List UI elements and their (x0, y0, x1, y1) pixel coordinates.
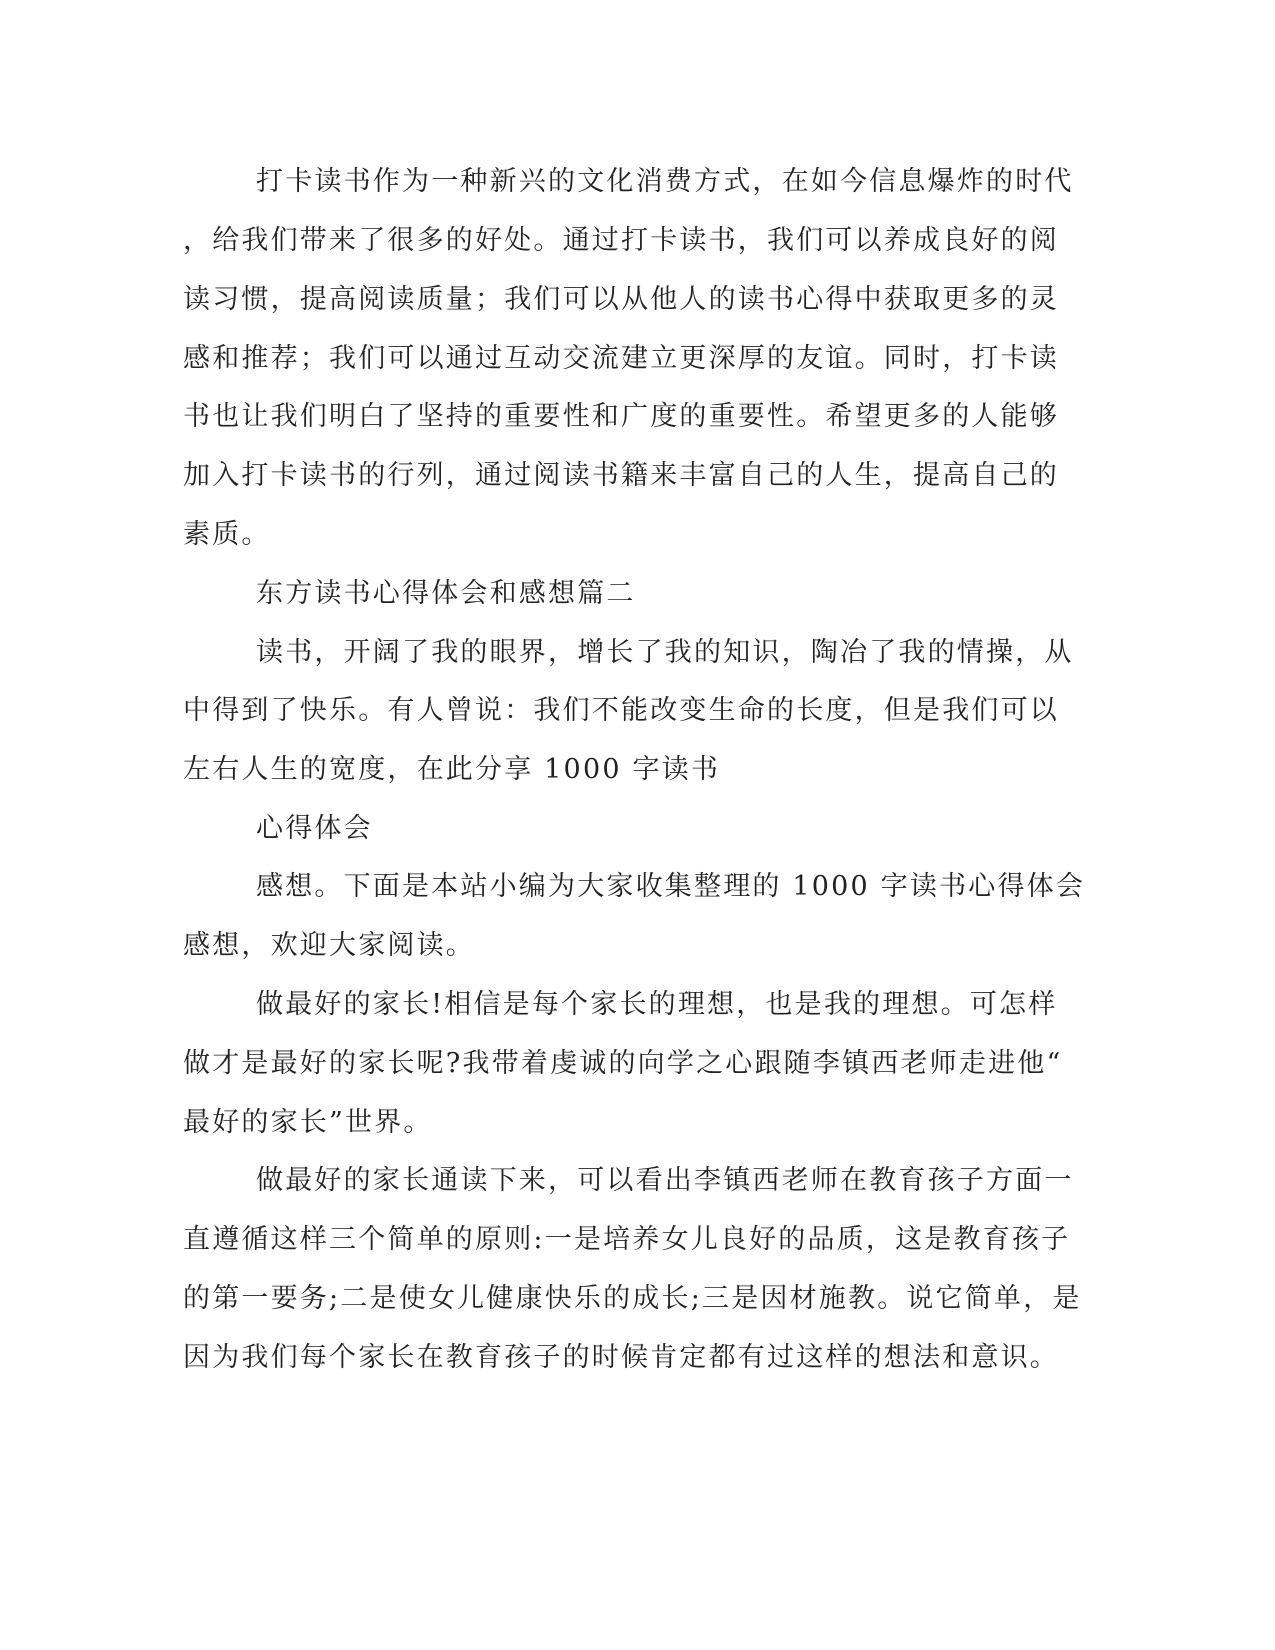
paragraph-line: 因为我们每个家长在教育孩子的时候肯定都有过这样的想法和意识。 (183, 1342, 1059, 1373)
paragraph-line: 做最好的家长!相信是每个家长的理想，也是我的理想。可怎样 (256, 989, 1058, 1020)
paragraph-line: 直遵循这样三个简单的原则:一是培养女儿良好的品质，这是教育孩子 (183, 1224, 1071, 1255)
paragraph-line: ，给我们带来了很多的好处。通过打卡读书，我们可以养成良好的阅 (183, 225, 1059, 256)
paragraph-line: 读书，开阔了我的眼界，增长了我的知识，陶冶了我的情操，从 (256, 637, 1074, 668)
paragraph-line: 的第一要务;二是使女儿健康快乐的成长;三是因材施教。说它简单，是 (183, 1283, 1082, 1314)
paragraph-line: 最好的家长”世界。 (183, 1107, 433, 1138)
paragraph-line: 书也让我们明白了坚持的重要性和广度的重要性。希望更多的人能够 (183, 401, 1059, 432)
paragraph-line: 读习惯，提高阅读质量；我们可以从他人的读书心得中获取更多的灵 (183, 284, 1059, 315)
paragraph-line: 左右人生的宽度，在此分享 1000 字读书 (183, 754, 721, 785)
paragraph-line: 加入打卡读书的行列，通过阅读书籍来丰富自己的人生，提高自己的 (183, 460, 1059, 491)
paragraph-line: 感想。下面是本站小编为大家收集整理的 1000 字读书心得体会 (256, 871, 1086, 902)
paragraph-line: 做才是最好的家长呢?我带着虔诚的向学之心跟随李镇西老师走进他“ (183, 1048, 1063, 1079)
paragraph-line: 心得体会 (256, 813, 373, 844)
paragraph-line: 打卡读书作为一种新兴的文化消费方式，在如今信息爆炸的时代 (256, 166, 1074, 197)
paragraph-line: 素质。 (183, 519, 271, 550)
paragraph-line: 感和推荐；我们可以通过互动交流建立更深厚的友谊。同时，打卡读 (183, 343, 1059, 374)
paragraph-line: 做最好的家长通读下来，可以看出李镇西老师在教育孩子方面一 (256, 1165, 1074, 1196)
section-heading: 东方读书心得体会和感想篇二 (256, 578, 636, 609)
paragraph-line: 感想，欢迎大家阅读。 (183, 930, 475, 961)
paragraph-line: 中得到了快乐。有人曾说：我们不能改变生命的长度，但是我们可以 (183, 695, 1059, 726)
